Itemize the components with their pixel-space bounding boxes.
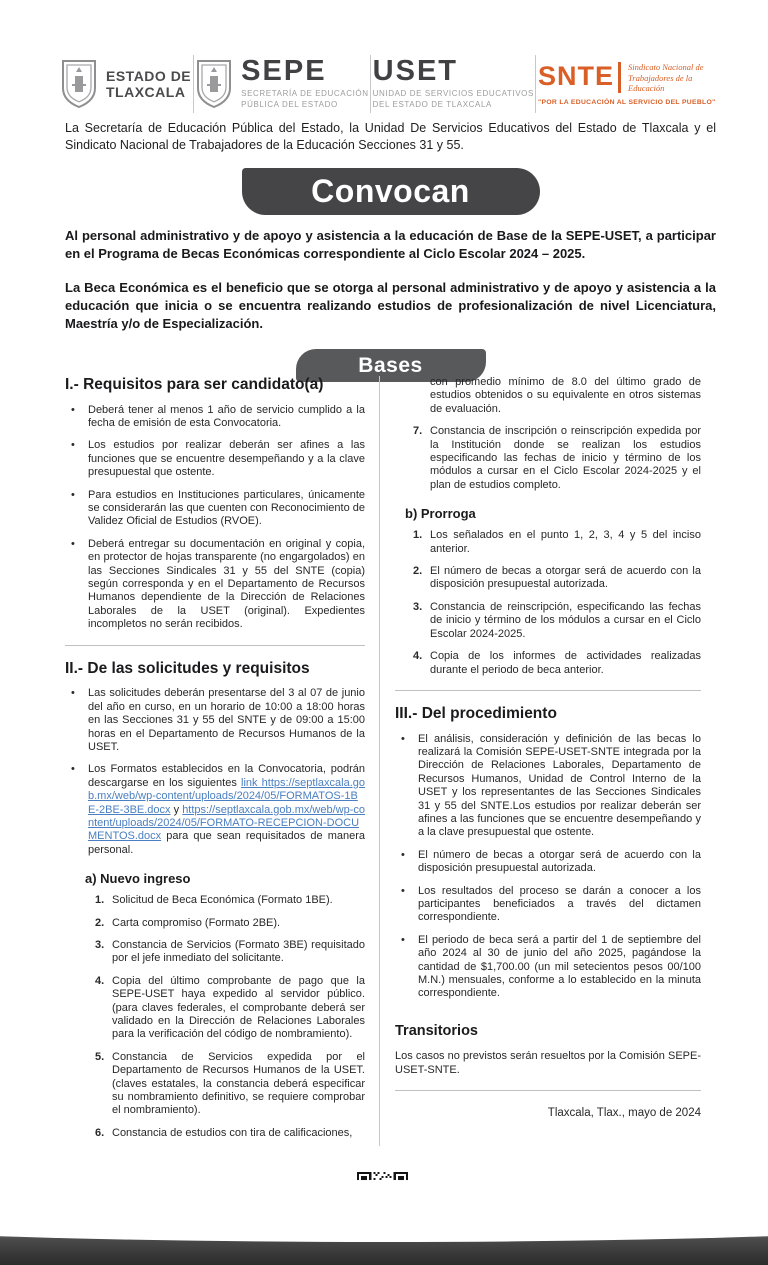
convocan-title: Convocan — [311, 173, 470, 209]
list-item: • El periodo de beca será a partir del 1 de septiembre del año 2024 al 30 de junio del año 2025, pagándose la cantidad de $1,700.00 (un mil setecientos pesos 00/100 M.N.) mensuales, conforme a lo establecido en la minuta correspondiente. — [395, 934, 701, 1001]
list-item: 7. Constancia de inscripción o reinscripción expedida por la Institución donde se realizan los estudios especificando las fechas de inicio y término de los módulos a cursar en el Ciclo Escolar 2024-2025 y el plan de estudios completo. — [413, 425, 701, 491]
formats-download-link-2[interactable]: https://septlaxcala.gob.mx/web/wp-content/uploads/2024/05/FORMATO-RECEPCION-DOCUMENTOS.docx — [88, 803, 365, 843]
uset-wordmark — [373, 57, 534, 111]
footer-curve — [0, 1180, 768, 1242]
section1-bullet-list — [65, 404, 365, 632]
header-divider — [535, 55, 536, 113]
list-item: 5. Constancia de Servicios expedida por el Departamento de Recursos Humanos de la USET. (claves estatales, la constancia deberá especificar su nombramiento definitivo, se requiere comprobar el nombramiento). — [95, 1050, 365, 1117]
uset-subtitle: UNIDAD DE SERVICIOS EDUCATIVOS DEL ESTADO DE TLAXCALA — [372, 89, 534, 109]
convocan-paragraph-2: La Beca Económica es el beneficio que se otorga al personal administrativo y de apoyo y asistencia a la educación que inicia o se encuentra realizando estudios de profesionalización de nivel Licenciatura, Maestría y/o de Especialización. — [65, 280, 716, 331]
section-divider — [395, 690, 701, 691]
prorroga-list — [395, 529, 701, 677]
prorroga-heading: b) Prorroga — [405, 506, 476, 522]
list-item: 3. Constancia de reinscripción, especificando las fechas de inicio y término de los módulos a cursar en el Ciclo Escolar 2024-2025. — [413, 600, 701, 640]
list-item: • El número de becas a otorgar será de acuerdo con la disposición presupuestal autorizada. — [395, 849, 701, 876]
sepe-wordmark — [241, 57, 368, 111]
header-divider — [370, 55, 371, 113]
uset-acronym: USET — [372, 55, 458, 88]
sepe-shield-icon — [195, 58, 233, 110]
transitorios-heading: Transitorios — [395, 1022, 478, 1039]
section2-heading: II.- De las solicitudes y requisitos — [65, 659, 310, 677]
section3-bullet-list — [395, 733, 701, 1001]
list-item — [65, 763, 365, 857]
snte-slogan: "POR LA EDUCACIÓN AL SERVICIO DEL PUEBLO" — [537, 98, 716, 106]
list-item: 1. Los señalados en el punto 1, 2, 3, 4 y 5 del inciso anterior. — [413, 529, 701, 555]
logo-estado-tlaxcala — [60, 58, 191, 110]
convocan-ribbon — [242, 168, 540, 215]
formats-text: para que sean requisitados de manera personal. — [88, 830, 365, 856]
formats-download-link-1[interactable]: link https://septlaxcala.gob.mx/web/wp-content/uploads/2024/05/FORMATOS-1BE-2BE-3BE.docx — [88, 776, 366, 816]
section1-heading: I.- Requisitos para ser candidato(a) — [65, 376, 324, 393]
section-divider — [395, 1090, 701, 1091]
header-divider — [193, 55, 194, 113]
list-item: • Deberá entregar su documentación en original y copia, en protector de hojas transparente (no engargolados) en las Secciones Sindicales 31 y 55 del SNTE (copia) según corresponda y en el Departamento de Recursos Humanos dependiente de la Dirección de Relaciones Laborales de la USET (original). Expedientes incompletos no serán recibidos. — [65, 538, 365, 632]
list-item: 6. Constancia de estudios con tira de calificaciones, — [95, 1126, 353, 1139]
list-item: 4. Copia del último comprobante de pago que la SEPE-USET haya expedido al servidor público. (para claves federales, el comprobante deberá ser validado en la Dirección de Relaciones Laborales para la verificación del código de nombramiento). — [95, 974, 365, 1041]
logo-snte — [538, 62, 720, 106]
list-item: • El análisis, consideración y definición de las becas lo realizará la Comisión SEPE-USET-SNTE integrada por la Dirección de Relaciones Laborales, Departamento de Recursos Humanos, Unidad de Control Interno de la USET y los representantes de las Secciones Sindicales 31 y 55 del SNTE.Los estudios por realizar deberán ser afines a las funciones que se encuentre desempeñando y a la clave presupuestal que ostente. — [395, 733, 701, 840]
estado-tlaxcala-label: ESTADO DE TLAXCALA — [106, 67, 192, 100]
document-lead — [65, 120, 716, 382]
list-item: 2. Carta compromiso (Formato 2BE). — [95, 916, 281, 929]
sepe-acronym: SEPE — [241, 55, 327, 88]
convocan-paragraph-1: Al personal administrativo y de apoyo y asistencia a la educación de Base de la SEPE-USET, a participar en el Programa de Becas Económicas correspondiente al Ciclo Escolar 2024 – 2025. — [65, 228, 716, 261]
section3-heading: III.- Del procedimiento — [395, 704, 557, 722]
formats-text: y — [170, 803, 183, 816]
right-column — [395, 376, 701, 1149]
tlaxcala-shield-icon — [60, 58, 98, 110]
section2-bullet-list — [65, 687, 365, 857]
transitorios-body: Los casos no previstos serán resueltos por la Comisión SEPE-USET-SNTE. — [395, 1050, 701, 1076]
logo-uset — [373, 57, 534, 111]
list-item: • Deberá tener al menos 1 año de servicio cumplido a la fecha de emisión de esta Convocatoria. — [65, 404, 365, 431]
logo-sepe — [195, 57, 368, 111]
list-item: • Los resultados del proceso se darán a conocer a los participantes beneficiados a través del dictamen correspondiente. — [395, 885, 701, 925]
snte-name: Sindicato Nacional de Trabajadores de la Educación — [628, 62, 704, 94]
column-divider — [379, 376, 380, 1146]
intro-paragraph: La Secretaría de Educación Pública del Estado, la Unidad De Servicios Educativos del Estado de Tlaxcala y el Sindicato Nacional de Trabajadores de la Educación Secciones 31 y 55. — [65, 121, 716, 152]
list-item: • Los estudios por realizar deberán ser afines a las funciones que se encuentre desempeñando y a la clave presupuestal que ostente. — [65, 439, 365, 479]
list-item: 1. Solicitud de Beca Económica (Formato 1BE). — [95, 894, 333, 907]
logo-header — [60, 50, 720, 118]
formats-text: Los Formatos establecidos en la Convocatoria, podrán descargarse en los siguientes — [88, 763, 365, 789]
list-item: 2. El número de becas a otorgar será de acuerdo con la disposición presupuestal autorizada. — [413, 565, 701, 591]
two-column-body — [65, 376, 716, 1149]
date-line: Tlaxcala, Tlax., mayo de 2024 — [547, 1107, 701, 1120]
item6-continuation: con promedio mínimo de 8.0 del último grado de estudios obtenidos o su equivalente en otros sistemas de evaluación. — [430, 376, 701, 415]
list-item: • Las solicitudes deberán presentarse del 3 al 07 de junio del año en curso, en un horario de 10:00 a 18:00 horas en las Secciones 31 y 55 del SNTE y de 09:00 a 15:00 horas en el Departamento de Recursos Humanos de la USET. — [65, 687, 365, 754]
snte-acronym: SNTE — [538, 62, 621, 93]
left-column — [65, 376, 365, 1149]
sepe-subtitle: SECRETARÍA DE EDUCACIÓN PÚBLICA DEL ESTADO — [241, 89, 369, 109]
list-item: • Para estudios en Instituciones particulares, únicamente se considerarán las que cuenten con Reconocimiento de Validez Oficial de Estudios (RVOE). — [65, 489, 365, 529]
bases-title: Bases — [358, 353, 423, 377]
list-item: 4. Copia de los informes de actividades realizadas durante el periodo de beca anterior. — [413, 650, 701, 676]
section-divider — [65, 645, 365, 646]
nuevo-ingreso-list — [65, 894, 365, 1140]
list-item: 3. Constancia de Servicios (Formato 3BE) requisitado por el jefe inmediato del solicitante. — [95, 938, 365, 965]
nuevo-ingreso-heading: a) Nuevo ingreso — [85, 871, 191, 887]
